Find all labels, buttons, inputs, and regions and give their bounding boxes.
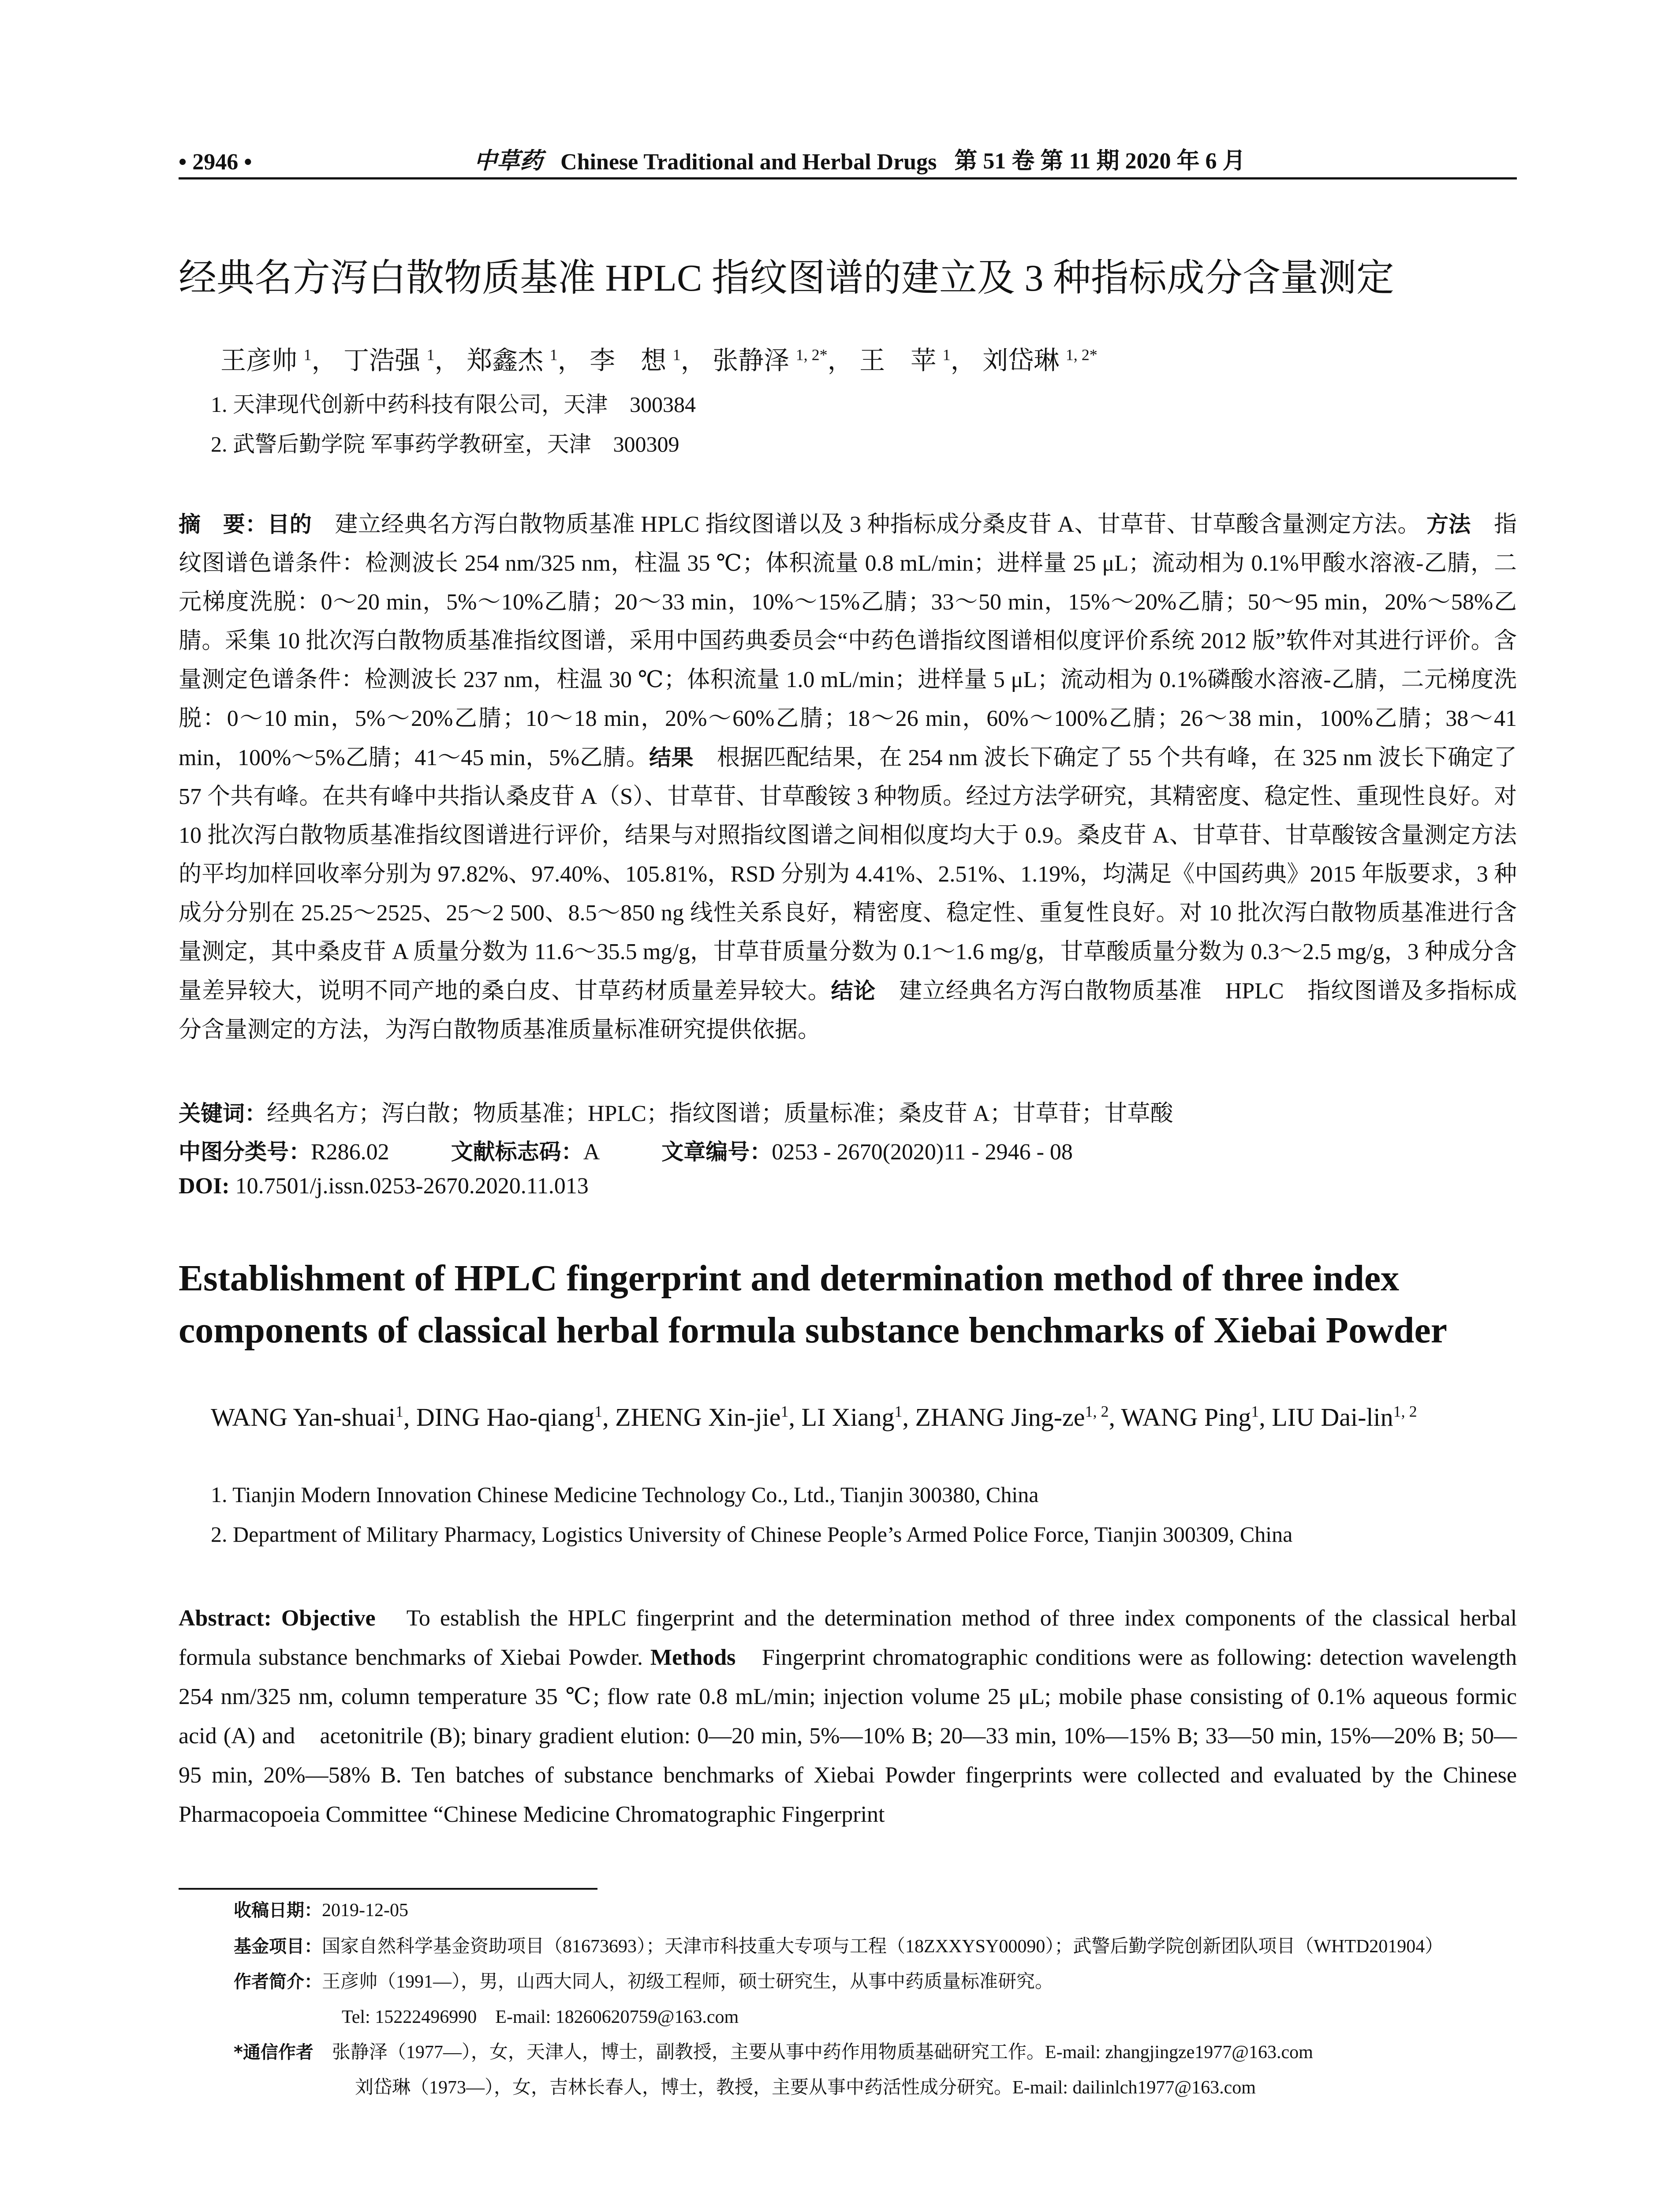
author-cn: 郑鑫杰 $^1$， [467,346,583,375]
doc-code-value: A [583,1140,600,1165]
affiliation-en: 2. Department of Military Pharmacy, Logistics University of Chinese People’s Armed Police Force, Tianjin 300309, China [211,1522,1293,1547]
conclusion-text-cn: 建立经典名方泻白散物质基准 HPLC 指纹图谱及多指标成分含量测定的方法，为泻白散物质基准质量标准研究提供依据。 [179,979,1517,1043]
author-cn: 王 苹 $^1$， [859,346,976,375]
objective-text-cn: 建立经典名方泻白散物质基准 HPLC 指纹图谱以及 3 种指标成分桑皮苷 A、甘草苷、甘草酸含量测定方法。 [312,512,1421,537]
objective-label-cn: 目的 [267,512,312,537]
author-en: WANG Ping$^1$, [1121,1403,1272,1432]
author-en: ZHENG Xin-jie$^1$, [615,1403,802,1432]
author-bio: 作者简介：王彦帅（1991—），男，山西大同人，初级工程师，硕士研究生，从事中药质量标准研究。 [234,1972,1054,1992]
title-en: Establishment of HPLC fingerprint and determination method of three index components of classical herbal formula substance benchmarks of Xiebai Powder [179,1258,1447,1351]
issue-info: 第 51 卷 第 11 期 2020 年 6 月 [954,149,1246,174]
results-text-cn: 根据匹配结果，在 254 nm 波长下确定了 55 个共有峰，在 325 nm 波长下确定了 57 个共有峰。在共有峰中共指认桑皮苷 A（S）、甘草苷、甘草酸铵 3 种物质。经过方法学研究，其精密度、稳定性、重现性良好。对 10 批次泻白散物质基准指纹图谱进行评价，结果与对照指纹图谱之间相似度均大于 0.9。桑皮苷 A、甘草苷、甘草酸铵含量测定方法的平均加样回收率分别为 97.82%、97.40%、105.81%，RSD 分别为 4.41%、2.51%、1.19%，均满足《中国药典》2015 年版要求，3 种成分分别在 25.25～2525、25～2 500、8.5～850 ng 线性关系良好，精密度、稳定性、重复性良好。对 10 批次泻白散物质基准进行含量测定，其中桑皮苷 A 质量分数为 11.6～35.5 mg/g，甘草苷质量分数为 0.1～1.6 mg/g，甘草酸质量分数为 0.3～2.5 mg/g，3 种成分含量差异较大，说明不同产地的桑白皮、甘草药材质量差异较大。 [179,745,1517,1004]
author-en: LIU Dai-lin$^{1, 2}$ [1272,1403,1417,1432]
keywords [179,1095,1517,1128]
author-en: WANG Yan-shuai$^1$, [211,1403,416,1432]
affiliation-en: 1. Tianjin Modern Innovation Chinese Medicine Technology Co., Ltd., Tianjin 300380, China [211,1482,1039,1507]
clc-value: R286.02 [311,1140,389,1165]
header-divider [179,177,1517,179]
authors-en [211,1391,1516,1438]
conclusion-label-cn: 结论 [831,978,876,1004]
classification [179,1134,1517,1166]
authors-cn [220,340,1543,377]
abstract-label-cn: 摘 要： [179,512,268,537]
methods-label-en: Methods [650,1645,736,1670]
results-label-cn: 结果 [649,745,694,770]
keywords-text: 经典名方；泻白散；物质基准；HPLC；指纹图谱；质量标准；桑皮苷 A；甘草苷；甘草酸 [267,1101,1173,1126]
clc-label: 中图分类号： [179,1139,311,1165]
corresponding-author-2: 刘岱琳（1973—），女，吉林长春人，博士，教授，主要从事中药活性成分研究。E-mail: dailinlch1977@163.com [355,2078,1256,2098]
doc-code-label: 文献标志码： [451,1139,583,1165]
corresponding-author: *通信作者 张静泽（1977—），女，天津人，博士，副教授，主要从事中药作用物质基础研究工作。E-mail: zhangjingze1977@163.com [234,2042,1313,2063]
methods-label-cn: 方法 [1426,512,1471,537]
title-cn: 经典名方泻白散物质基准 HPLC 指纹图谱的建立及 3 种指标成分含量测定 [179,257,1394,299]
doi-value: 10.7501/j.issn.0253-2670.2020.11.013 [229,1174,589,1199]
article-no-label: 文章编号： [661,1139,772,1165]
article-no-value: 0253 - 2670(2020)11 - 2946 - 08 [772,1140,1073,1165]
page-number: • 2946 • [179,149,252,175]
author-en: ZHANG Jing-ze$^{1, 2}$, [915,1403,1121,1432]
methods-text-cn: 指纹图谱色谱条件：检测波长 254 nm/325 nm，柱温 35 ℃；体积流量 0.8 mL/min；进样量 25 μL；流动相为 0.1%甲酸水溶液-乙腈，二元梯度洗脱：0～20 min，5%～10%乙腈；20～33 min，10%～15%乙腈；33～50 min，15%～20%乙腈；50～95 min，20%～58%乙腈。采集 10 批次泻白散物质基准指纹图谱，采用中国药典委员会“中药色谱指纹图谱相似度评价系统 2012 版”软件对其进行评价。含量测定色谱条件：检测波长 237 nm，柱温 30 ℃；体积流量 1.0 mL/min；进样量 5 μL；流动相为 0.1%磷酸水溶液-乙腈，二元梯度洗脱：0～10 min，5%～20%乙腈；10～18 min，20%～60%乙腈；18～26 min，60%～100%乙腈；26～38 min，100%乙腈；38～41 min，100%～5%乙腈；41～45 min，5%乙腈。 [179,512,1517,770]
author-cn: 丁浩强 $^1$， [343,346,460,375]
doi [179,1173,1517,1199]
author-en: LI Xiang$^1$, [801,1403,915,1432]
author-cn: 王彦帅 $^1$， [220,346,337,375]
footnote-divider [179,1888,597,1890]
author-en: DING Hao-qiang$^1$, [416,1403,616,1432]
author-cn: 李 想 $^1$， [590,346,706,375]
fund-info: 基金项目：国家自然科学基金资助项目（81673693）；天津市科技重大专项与工程（18ZXXYSY00090）；武警后勤学院创新团队项目（WHTD201904） [234,1936,1444,1957]
abstract-en [179,1599,1517,1834]
methods-text-en: Fingerprint chromatographic conditions were as following: detection wavelength 254 nm/325 nm, column temperature 35 ℃; flow rate 0.8 mL/min; injection volume 25 μL; mobile phase consisting of 0.1% aqueous formic acid (A) and acetonitrile (B); binary gradient elution: 0—20 min, 5%—10% B; 20—33 min, 10%—15% B; 33—50 min, 15%—20% B; 50—95 min, 20%—58% B. Ten batches of substance benchmarks of Xiebai Powder fingerprints were collected and evaluated by the Chinese Pharmacopoeia Committee “Chinese Medicine Chromatographic Fingerprint [179,1645,1517,1827]
doi-label: DOI: [179,1174,230,1199]
journal-name-cn: 中草药 [474,149,543,174]
author-contact: Tel: 15222496990 E-mail: 18260620759@163.com [342,2007,739,2027]
author-cn: 张静泽 $^{1, 2*}$， [713,346,853,375]
received-date: 收稿日期：2019-12-05 [234,1900,408,1921]
objective-label-en: Objective [271,1606,376,1631]
abstract-label-en: Abstract: [179,1606,272,1631]
affiliation-cn: 1. 天津现代创新中药科技有限公司，天津 300384 [211,392,696,417]
keywords-label: 关键词： [179,1101,267,1126]
journal-name-en: Chinese Traditional and Herbal Drugs [560,149,937,175]
objective-text-en: To establish the HPLC fingerprint and the determination method of three index components of the classical herbal formula substance benchmarks of Xiebai Powder. [179,1606,1517,1670]
abstract-cn [179,505,1517,1050]
running-header [179,142,1517,175]
affiliation-cn: 2. 武警后勤学院 军事药学教研室，天津 300309 [211,432,679,456]
author-cn: 刘岱琳 $^{1, 2*}$ [982,346,1098,375]
